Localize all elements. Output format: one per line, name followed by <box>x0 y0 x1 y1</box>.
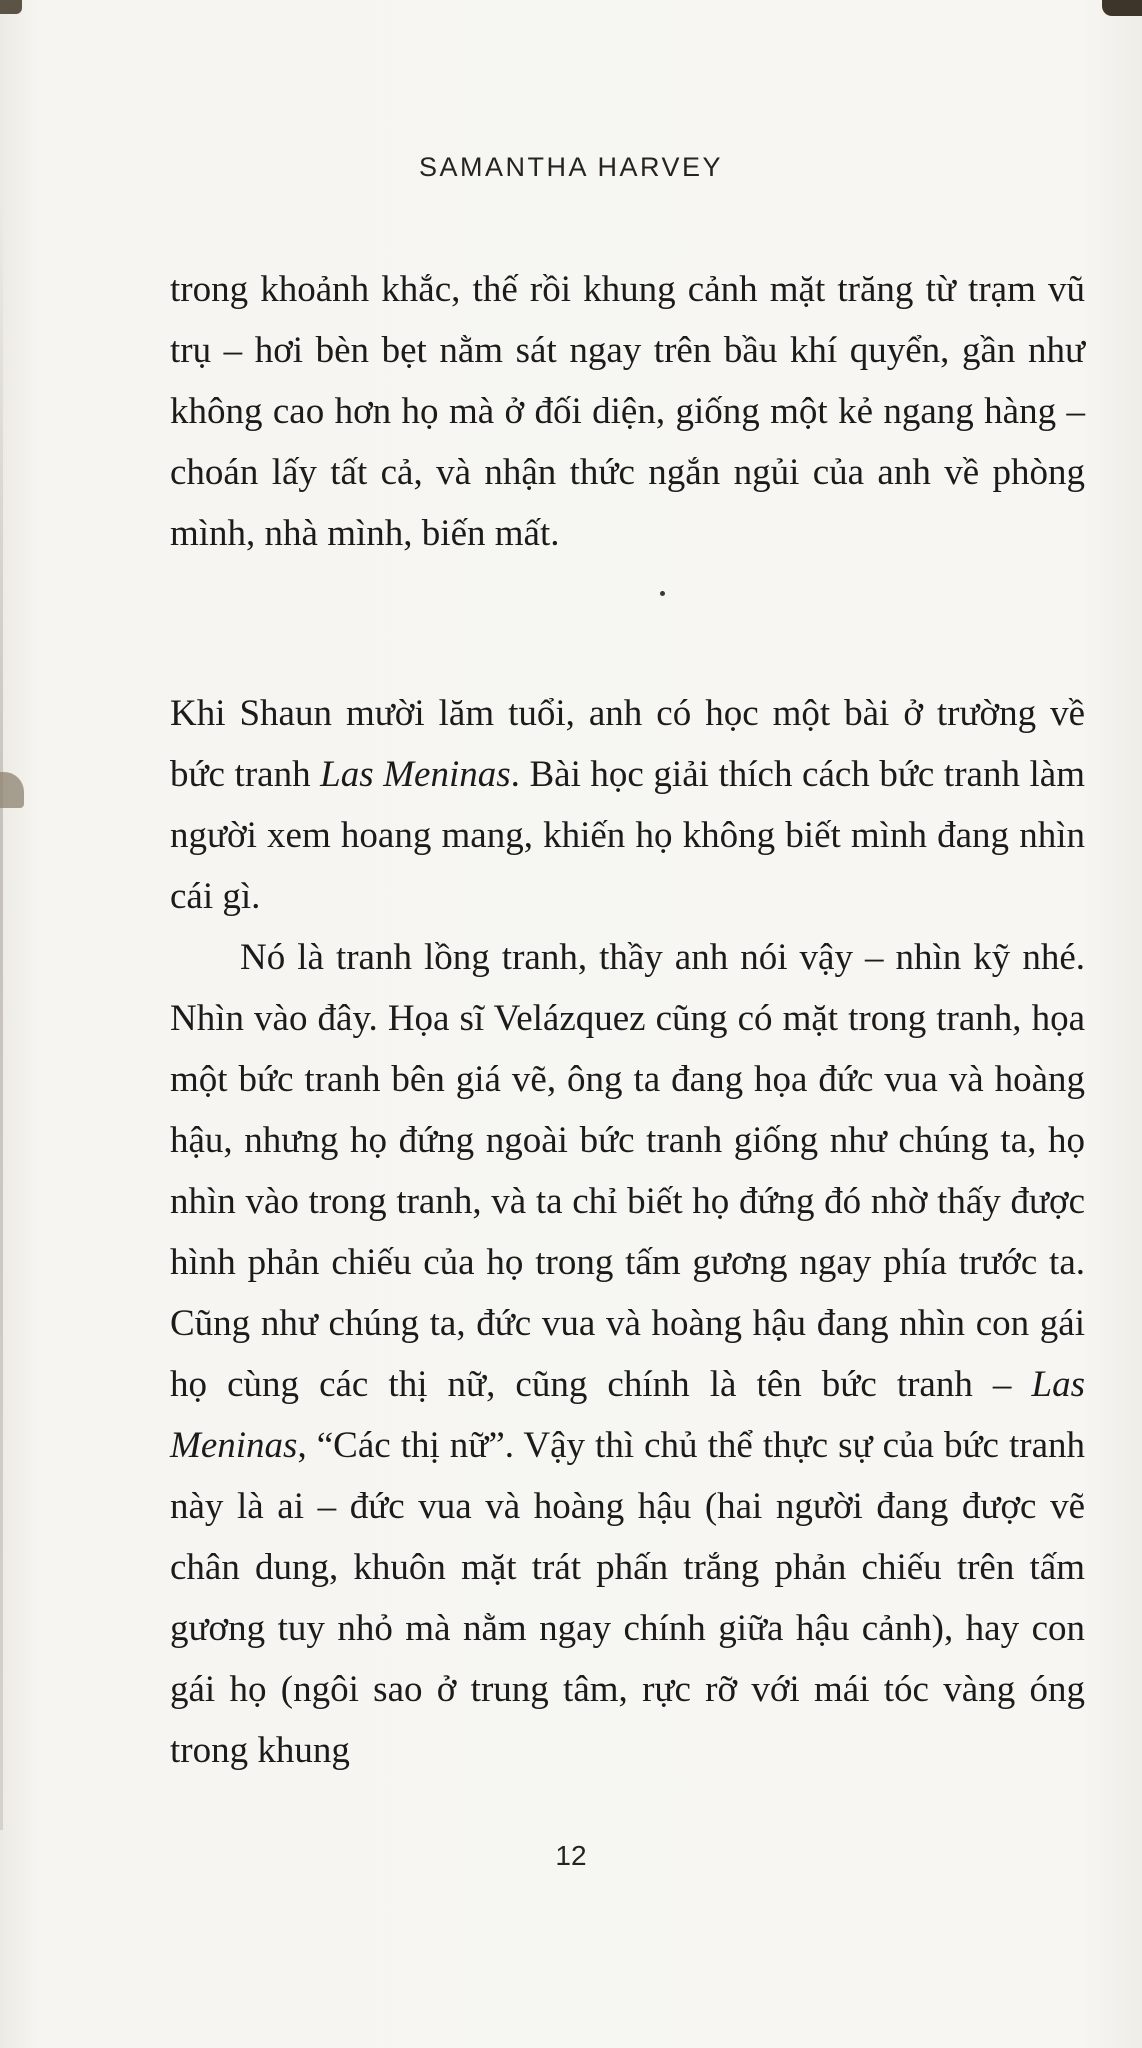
body-text <box>170 683 1085 1781</box>
page-corner-shadow <box>1102 0 1142 16</box>
paragraph-3-text-a: Nó là tranh lồng tranh, thầy anh nói vậy – nhìn kỹ nhé. Nhìn vào đây. Họa sĩ Velázquez cũng có mặt trong tranh, họa một bức tranh bên giá vẽ, ông ta đang họa đức vua và hoàng hậu, nhưng họ đứng ngoài bức tranh giống như chúng ta, họ nhìn vào trong tranh, và ta chỉ biết họ đứng đó nhờ thấy được hình phản chiếu của họ trong tấm gương ngay phía trước ta. Cũng như chúng ta, đức vua và hoàng hậu đang nhìn con gái họ cùng các thị nữ, cũng chính là tên bức tranh – <box>170 937 1085 1405</box>
page-edge <box>0 190 3 1830</box>
paragraph-2 <box>170 683 1085 927</box>
paragraph-1 <box>170 259 1085 564</box>
paragraph-2-text-a: Khi Shaun mười lăm tuổi, anh có học một bài ở trường về bức tranh <box>170 693 1085 795</box>
paragraph-2-text-b: . Bài học giải thích cách bức tranh làm người xem hoang mang, khiến họ không biết mình đang nhìn cái gì. <box>170 754 1086 917</box>
paragraph-1-text: trong khoảnh khắc, thế rồi khung cảnh mặt trăng từ trạm vũ trụ – hơi bèn bẹt nằm sát ngay trên bầu khí quyển, gần như không cao hơn họ mà ở đối diện, giống một kẻ ngang hàng – choán lấy tất cả, và nhận thức ngắn ngủi của anh về phòng mình, nhà mình, biến mất. <box>170 269 1085 554</box>
running-head: SAMANTHA HARVEY <box>418 152 724 182</box>
page-number: 12 <box>555 1840 587 1871</box>
painting-title: Las Meninas <box>170 1364 1085 1466</box>
page-edge-notch <box>0 772 24 808</box>
page-corner-shadow <box>0 0 22 14</box>
painting-title: Las Meninas <box>320 754 511 795</box>
paragraph-3-text-b: , “Các thị nữ”. Vậy thì chủ thể thực sự của bức tranh này là ai – đức vua và hoàng hậu (hai người đang được vẽ chân dung, khuôn mặt trát phấn trắng phản chiếu trên tấm gương tuy nhỏ mà nằm ngay chính giữa hậu cảnh), hay con gái họ (ngôi sao ở trung tâm, rực rỡ với mái tóc vàng óng trong khung <box>170 1425 1085 1771</box>
paragraph-3 <box>170 927 1085 1781</box>
section-break-dot <box>660 591 665 596</box>
